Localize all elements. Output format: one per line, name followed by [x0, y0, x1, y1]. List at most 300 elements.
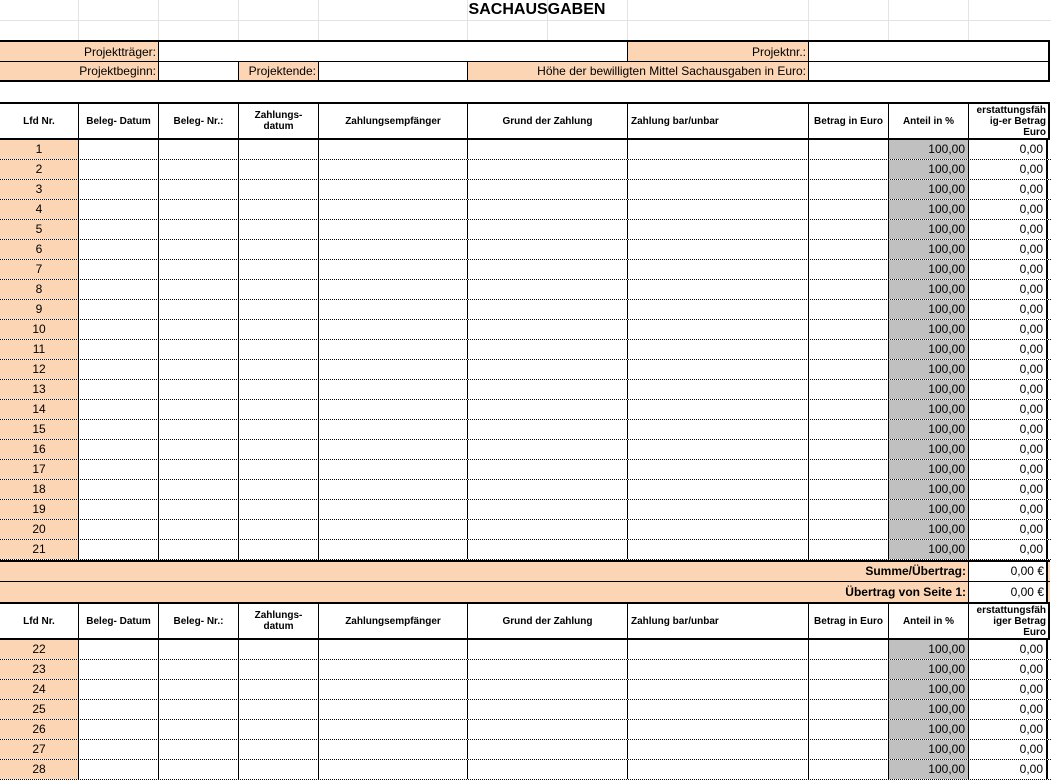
- cell-col-beleg-nr[interactable]: [158, 160, 238, 179]
- table2-header-row: [0, 602, 1050, 640]
- cell-col-zahlungsempfaenger[interactable]: [318, 440, 467, 459]
- cell-col-erstattungsfaehiger-betrag[interactable]: 0,00: [968, 720, 1048, 739]
- cell-col-anteil-in-prozent[interactable]: 100,00: [888, 380, 968, 399]
- cell-col-zahlung-bar-unbar[interactable]: [627, 540, 808, 559]
- cell-col-zahlungsempfaenger[interactable]: [318, 420, 467, 439]
- cell-col-zahlungsempfaenger[interactable]: [318, 220, 467, 239]
- cell-col-anteil-in-prozent[interactable]: 100,00: [888, 480, 968, 499]
- cell-col-anteil-in-prozent[interactable]: 100,00: [888, 540, 968, 559]
- cell-col-zahlungsdatum[interactable]: [238, 440, 318, 459]
- projektnr-field[interactable]: [808, 42, 1048, 62]
- cell-col-grund-der-zahlung[interactable]: [467, 160, 627, 179]
- cell-col-beleg-nr[interactable]: [158, 720, 238, 739]
- cell-col-beleg-datum[interactable]: [78, 440, 158, 459]
- cell-col-grund-der-zahlung[interactable]: [467, 240, 627, 259]
- cell-col-beleg-datum[interactable]: [78, 760, 158, 779]
- cell-col-beleg-datum[interactable]: [78, 400, 158, 419]
- cell-col-zahlungsdatum[interactable]: [238, 340, 318, 359]
- table-row: [0, 180, 1051, 200]
- cell-col-erstattungsfaehiger-betrag[interactable]: 0,00: [968, 180, 1048, 199]
- cell-col-betrag-in-euro[interactable]: [808, 140, 888, 159]
- cell-col-lfd-nr: 7: [0, 260, 78, 279]
- cell-col-zahlung-bar-unbar[interactable]: [627, 260, 808, 279]
- table-row: [0, 200, 1051, 220]
- cell-col-anteil-in-prozent[interactable]: 100,00: [888, 660, 968, 679]
- cell-col-betrag-in-euro[interactable]: [808, 720, 888, 739]
- cell-col-erstattungsfaehiger-betrag[interactable]: 0,00: [968, 300, 1048, 319]
- cell-col-grund-der-zahlung[interactable]: [467, 720, 627, 739]
- cell-col-zahlungsdatum[interactable]: [238, 300, 318, 319]
- cell-col-beleg-nr[interactable]: [158, 360, 238, 379]
- cell-col-erstattungsfaehiger-betrag[interactable]: 0,00: [968, 760, 1048, 779]
- cell-col-beleg-nr[interactable]: [158, 380, 238, 399]
- cell-col-anteil-in-prozent[interactable]: 100,00: [888, 140, 968, 159]
- cell-col-zahlung-bar-unbar[interactable]: [627, 720, 808, 739]
- cell-col-betrag-in-euro[interactable]: [808, 260, 888, 279]
- table1-header-col-anteil-in-prozent: Anteil in %: [888, 104, 968, 138]
- cell-col-anteil-in-prozent[interactable]: 100,00: [888, 400, 968, 419]
- cell-col-zahlung-bar-unbar[interactable]: [627, 360, 808, 379]
- cell-col-beleg-datum[interactable]: [78, 260, 158, 279]
- cell-col-beleg-nr[interactable]: [158, 140, 238, 159]
- cell-col-beleg-nr[interactable]: [158, 340, 238, 359]
- cell-col-anteil-in-prozent[interactable]: 100,00: [888, 160, 968, 179]
- cell-col-grund-der-zahlung[interactable]: [467, 360, 627, 379]
- cell-col-zahlungsdatum[interactable]: [238, 160, 318, 179]
- cell-col-grund-der-zahlung[interactable]: [467, 460, 627, 479]
- cell-col-zahlung-bar-unbar[interactable]: [627, 680, 808, 699]
- summe-label: Summe/Übertrag:: [865, 564, 966, 578]
- cell-col-anteil-in-prozent[interactable]: 100,00: [888, 320, 968, 339]
- cell-col-lfd-nr: 25: [0, 700, 78, 719]
- cell-col-beleg-datum[interactable]: [78, 240, 158, 259]
- projektende-label-text: Projektende:: [248, 64, 316, 78]
- cell-col-anteil-in-prozent[interactable]: 100,00: [888, 760, 968, 779]
- cell-col-zahlungsempfaenger[interactable]: [318, 180, 467, 199]
- table-row: [0, 720, 1051, 740]
- cell-col-zahlung-bar-unbar[interactable]: [627, 500, 808, 519]
- cell-col-beleg-datum[interactable]: [78, 360, 158, 379]
- cell-col-zahlungsempfaenger[interactable]: [318, 760, 467, 779]
- cell-col-grund-der-zahlung[interactable]: [467, 200, 627, 219]
- cell-col-beleg-nr[interactable]: [158, 660, 238, 679]
- cell-col-beleg-datum[interactable]: [78, 220, 158, 239]
- cell-col-beleg-nr[interactable]: [158, 180, 238, 199]
- cell-col-erstattungsfaehiger-betrag[interactable]: 0,00: [968, 380, 1048, 399]
- cell-col-zahlung-bar-unbar[interactable]: [627, 760, 808, 779]
- cell-col-zahlung-bar-unbar[interactable]: [627, 220, 808, 239]
- cell-col-grund-der-zahlung[interactable]: [467, 300, 627, 319]
- cell-col-grund-der-zahlung[interactable]: [467, 500, 627, 519]
- cell-col-beleg-datum[interactable]: [78, 140, 158, 159]
- cell-col-zahlungsdatum[interactable]: [238, 500, 318, 519]
- cell-col-betrag-in-euro[interactable]: [808, 540, 888, 559]
- cell-col-zahlung-bar-unbar[interactable]: [627, 420, 808, 439]
- cell-col-erstattungsfaehiger-betrag[interactable]: 0,00: [968, 420, 1048, 439]
- cell-col-grund-der-zahlung[interactable]: [467, 220, 627, 239]
- cell-col-zahlungsempfaenger[interactable]: [318, 720, 467, 739]
- cell-col-zahlungsdatum[interactable]: [238, 180, 318, 199]
- cell-col-betrag-in-euro[interactable]: [808, 740, 888, 759]
- cell-col-zahlungsempfaenger[interactable]: [318, 260, 467, 279]
- cell-col-zahlungsempfaenger[interactable]: [318, 400, 467, 419]
- cell-col-zahlung-bar-unbar[interactable]: [627, 320, 808, 339]
- cell-col-anteil-in-prozent[interactable]: 100,00: [888, 640, 968, 659]
- cell-col-beleg-datum[interactable]: [78, 540, 158, 559]
- cell-col-anteil-in-prozent[interactable]: 100,00: [888, 360, 968, 379]
- cell-col-erstattungsfaehiger-betrag[interactable]: 0,00: [968, 520, 1048, 539]
- cell-col-betrag-in-euro[interactable]: [808, 220, 888, 239]
- cell-col-beleg-datum[interactable]: [78, 180, 158, 199]
- cell-col-beleg-datum[interactable]: [78, 200, 158, 219]
- cell-col-zahlungsdatum[interactable]: [238, 140, 318, 159]
- cell-col-beleg-datum[interactable]: [78, 700, 158, 719]
- cell-col-zahlungsempfaenger[interactable]: [318, 160, 467, 179]
- cell-col-zahlungsdatum[interactable]: [238, 480, 318, 499]
- table2-header-col-zahlungsempfaenger: Zahlungsempfänger: [318, 604, 467, 638]
- cell-col-zahlungsdatum[interactable]: [238, 200, 318, 219]
- cell-col-anteil-in-prozent[interactable]: 100,00: [888, 260, 968, 279]
- cell-col-anteil-in-prozent[interactable]: 100,00: [888, 700, 968, 719]
- bewilligte-mittel-field[interactable]: [808, 62, 1048, 80]
- cell-col-betrag-in-euro[interactable]: [808, 460, 888, 479]
- cell-col-zahlung-bar-unbar[interactable]: [627, 460, 808, 479]
- cell-col-erstattungsfaehiger-betrag[interactable]: 0,00: [968, 400, 1048, 419]
- cell-col-anteil-in-prozent[interactable]: 100,00: [888, 680, 968, 699]
- cell-col-zahlungsempfaenger[interactable]: [318, 140, 467, 159]
- cell-col-erstattungsfaehiger-betrag[interactable]: 0,00: [968, 540, 1048, 559]
- cell-col-erstattungsfaehiger-betrag[interactable]: 0,00: [968, 320, 1048, 339]
- cell-col-beleg-nr[interactable]: [158, 240, 238, 259]
- cell-col-betrag-in-euro[interactable]: [808, 160, 888, 179]
- cell-col-lfd-nr: 21: [0, 540, 78, 559]
- projektende-field[interactable]: [318, 62, 467, 80]
- cell-col-zahlung-bar-unbar[interactable]: [627, 520, 808, 539]
- cell-col-erstattungsfaehiger-betrag[interactable]: 0,00: [968, 140, 1048, 159]
- cell-col-betrag-in-euro[interactable]: [808, 660, 888, 679]
- cell-col-grund-der-zahlung[interactable]: [467, 680, 627, 699]
- cell-col-beleg-nr[interactable]: [158, 700, 238, 719]
- table-row: [0, 360, 1051, 380]
- table1-header-col-betrag-in-euro: Betrag in Euro: [808, 104, 888, 138]
- cell-col-betrag-in-euro[interactable]: [808, 420, 888, 439]
- cell-col-beleg-datum[interactable]: [78, 280, 158, 299]
- cell-col-beleg-nr[interactable]: [158, 480, 238, 499]
- projekttraeger-field[interactable]: [158, 42, 627, 62]
- projektnr-label: [627, 42, 808, 62]
- table-row: [0, 680, 1051, 700]
- cell-col-anteil-in-prozent[interactable]: 100,00: [888, 500, 968, 519]
- cell-col-lfd-nr: 9: [0, 300, 78, 319]
- table1-header-col-zahlungsempfaenger: Zahlungsempfänger: [318, 104, 467, 138]
- cell-col-zahlungsdatum[interactable]: [238, 520, 318, 539]
- cell-col-beleg-datum[interactable]: [78, 500, 158, 519]
- cell-col-erstattungsfaehiger-betrag[interactable]: 0,00: [968, 480, 1048, 499]
- cell-col-lfd-nr: 20: [0, 520, 78, 539]
- cell-col-zahlungsempfaenger[interactable]: [318, 360, 467, 379]
- cell-col-erstattungsfaehiger-betrag[interactable]: 0,00: [968, 240, 1048, 259]
- cell-col-zahlung-bar-unbar[interactable]: [627, 280, 808, 299]
- cell-col-zahlung-bar-unbar[interactable]: [627, 180, 808, 199]
- cell-col-erstattungsfaehiger-betrag[interactable]: 0,00: [968, 220, 1048, 239]
- cell-col-beleg-datum[interactable]: [78, 420, 158, 439]
- cell-col-zahlungsdatum[interactable]: [238, 420, 318, 439]
- cell-col-beleg-datum[interactable]: [78, 680, 158, 699]
- cell-col-zahlungsempfaenger[interactable]: [318, 480, 467, 499]
- cell-col-zahlungsempfaenger[interactable]: [318, 200, 467, 219]
- cell-col-grund-der-zahlung[interactable]: [467, 760, 627, 779]
- cell-col-erstattungsfaehiger-betrag[interactable]: 0,00: [968, 680, 1048, 699]
- cell-col-grund-der-zahlung[interactable]: [467, 140, 627, 159]
- cell-col-lfd-nr: 11: [0, 340, 78, 359]
- cell-col-betrag-in-euro[interactable]: [808, 700, 888, 719]
- cell-col-anteil-in-prozent[interactable]: 100,00: [888, 720, 968, 739]
- cell-col-zahlungsdatum[interactable]: [238, 720, 318, 739]
- cell-col-grund-der-zahlung[interactable]: [467, 420, 627, 439]
- cell-col-betrag-in-euro[interactable]: [808, 400, 888, 419]
- cell-col-zahlungsdatum[interactable]: [238, 740, 318, 759]
- cell-col-betrag-in-euro[interactable]: [808, 500, 888, 519]
- cell-col-zahlungsempfaenger[interactable]: [318, 500, 467, 519]
- cell-col-zahlung-bar-unbar[interactable]: [627, 240, 808, 259]
- cell-col-erstattungsfaehiger-betrag[interactable]: 0,00: [968, 260, 1048, 279]
- cell-col-zahlungsdatum[interactable]: [238, 240, 318, 259]
- cell-col-zahlungsdatum[interactable]: [238, 680, 318, 699]
- table2-header-col-beleg-nr: Beleg- Nr.:: [158, 604, 238, 638]
- cell-col-lfd-nr: 10: [0, 320, 78, 339]
- cell-col-zahlungsempfaenger[interactable]: [318, 640, 467, 659]
- summe-row: [0, 560, 1050, 582]
- cell-col-zahlung-bar-unbar[interactable]: [627, 200, 808, 219]
- cell-col-beleg-nr[interactable]: [158, 540, 238, 559]
- cell-col-betrag-in-euro[interactable]: [808, 200, 888, 219]
- cell-col-beleg-datum[interactable]: [78, 740, 158, 759]
- projektende-label: [238, 62, 318, 80]
- cell-col-grund-der-zahlung[interactable]: [467, 640, 627, 659]
- cell-col-zahlung-bar-unbar[interactable]: [627, 400, 808, 419]
- cell-col-grund-der-zahlung[interactable]: [467, 480, 627, 499]
- cell-col-zahlungsempfaenger[interactable]: [318, 380, 467, 399]
- cell-col-erstattungsfaehiger-betrag[interactable]: 0,00: [968, 700, 1048, 719]
- cell-col-beleg-datum[interactable]: [78, 720, 158, 739]
- summe-value[interactable]: 0,00 €: [968, 562, 1048, 581]
- cell-col-lfd-nr: 26: [0, 720, 78, 739]
- cell-col-zahlung-bar-unbar[interactable]: [627, 300, 808, 319]
- cell-col-lfd-nr: 3: [0, 180, 78, 199]
- cell-col-betrag-in-euro[interactable]: [808, 440, 888, 459]
- cell-col-anteil-in-prozent[interactable]: 100,00: [888, 740, 968, 759]
- cell-col-zahlungsempfaenger[interactable]: [318, 740, 467, 759]
- cell-col-zahlungsdatum[interactable]: [238, 460, 318, 479]
- cell-col-beleg-datum[interactable]: [78, 480, 158, 499]
- cell-col-zahlung-bar-unbar[interactable]: [627, 640, 808, 659]
- cell-col-zahlungsempfaenger[interactable]: [318, 280, 467, 299]
- cell-col-zahlung-bar-unbar[interactable]: [627, 140, 808, 159]
- cell-col-lfd-nr: 16: [0, 440, 78, 459]
- cell-col-zahlung-bar-unbar[interactable]: [627, 160, 808, 179]
- table-row: [0, 300, 1051, 320]
- cell-col-anteil-in-prozent[interactable]: 100,00: [888, 440, 968, 459]
- cell-col-betrag-in-euro[interactable]: [808, 340, 888, 359]
- cell-col-betrag-in-euro[interactable]: [808, 240, 888, 259]
- cell-col-lfd-nr: 8: [0, 280, 78, 299]
- cell-col-zahlungsdatum[interactable]: [238, 280, 318, 299]
- cell-col-lfd-nr: 24: [0, 680, 78, 699]
- cell-col-grund-der-zahlung[interactable]: [467, 400, 627, 419]
- cell-col-zahlungsempfaenger[interactable]: [318, 680, 467, 699]
- cell-col-zahlungsdatum[interactable]: [238, 380, 318, 399]
- projektnr-label-text: Projektnr.:: [751, 45, 806, 59]
- cell-col-erstattungsfaehiger-betrag[interactable]: 0,00: [968, 360, 1048, 379]
- cell-col-erstattungsfaehiger-betrag[interactable]: 0,00: [968, 500, 1048, 519]
- cell-col-zahlungsempfaenger[interactable]: [318, 460, 467, 479]
- cell-col-erstattungsfaehiger-betrag[interactable]: 0,00: [968, 160, 1048, 179]
- cell-col-zahlungsdatum[interactable]: [238, 360, 318, 379]
- cell-col-beleg-nr[interactable]: [158, 400, 238, 419]
- cell-col-erstattungsfaehiger-betrag[interactable]: 0,00: [968, 640, 1048, 659]
- cell-col-anteil-in-prozent[interactable]: 100,00: [888, 520, 968, 539]
- cell-col-beleg-datum[interactable]: [78, 300, 158, 319]
- cell-col-zahlungsdatum[interactable]: [238, 660, 318, 679]
- cell-col-betrag-in-euro[interactable]: [808, 300, 888, 319]
- cell-col-beleg-nr[interactable]: [158, 300, 238, 319]
- cell-col-anteil-in-prozent[interactable]: 100,00: [888, 240, 968, 259]
- cell-col-grund-der-zahlung[interactable]: [467, 260, 627, 279]
- cell-col-erstattungsfaehiger-betrag[interactable]: 0,00: [968, 440, 1048, 459]
- cell-col-beleg-datum[interactable]: [78, 320, 158, 339]
- cell-col-beleg-datum[interactable]: [78, 660, 158, 679]
- cell-col-zahlungsdatum[interactable]: [238, 220, 318, 239]
- cell-col-beleg-datum[interactable]: [78, 520, 158, 539]
- cell-col-grund-der-zahlung[interactable]: [467, 180, 627, 199]
- cell-col-lfd-nr: 14: [0, 400, 78, 419]
- cell-col-zahlung-bar-unbar[interactable]: [627, 740, 808, 759]
- cell-col-beleg-datum[interactable]: [78, 340, 158, 359]
- cell-col-anteil-in-prozent[interactable]: 100,00: [888, 420, 968, 439]
- cell-col-beleg-datum[interactable]: [78, 160, 158, 179]
- cell-col-betrag-in-euro[interactable]: [808, 180, 888, 199]
- cell-col-zahlung-bar-unbar[interactable]: [627, 480, 808, 499]
- table-row: [0, 540, 1051, 560]
- cell-col-erstattungsfaehiger-betrag[interactable]: 0,00: [968, 200, 1048, 219]
- cell-col-beleg-datum[interactable]: [78, 380, 158, 399]
- cell-col-erstattungsfaehiger-betrag[interactable]: 0,00: [968, 460, 1048, 479]
- cell-col-zahlungsdatum[interactable]: [238, 400, 318, 419]
- cell-col-grund-der-zahlung[interactable]: [467, 280, 627, 299]
- cell-col-zahlung-bar-unbar[interactable]: [627, 380, 808, 399]
- uebertrag-row: [0, 582, 1050, 602]
- cell-col-erstattungsfaehiger-betrag[interactable]: 0,00: [968, 740, 1048, 759]
- cell-col-betrag-in-euro[interactable]: [808, 760, 888, 779]
- cell-col-betrag-in-euro[interactable]: [808, 680, 888, 699]
- cell-col-anteil-in-prozent[interactable]: 100,00: [888, 460, 968, 479]
- table-row: [0, 340, 1051, 360]
- table-row: [0, 480, 1051, 500]
- cell-col-beleg-nr[interactable]: [158, 220, 238, 239]
- cell-col-beleg-nr[interactable]: [158, 740, 238, 759]
- cell-col-anteil-in-prozent[interactable]: 100,00: [888, 220, 968, 239]
- cell-col-lfd-nr: 15: [0, 420, 78, 439]
- cell-col-anteil-in-prozent[interactable]: 100,00: [888, 200, 968, 219]
- cell-col-zahlungsdatum[interactable]: [238, 320, 318, 339]
- cell-col-beleg-datum[interactable]: [78, 640, 158, 659]
- cell-col-beleg-nr[interactable]: [158, 280, 238, 299]
- cell-col-beleg-nr[interactable]: [158, 760, 238, 779]
- cell-col-zahlungsempfaenger[interactable]: [318, 320, 467, 339]
- cell-col-grund-der-zahlung[interactable]: [467, 440, 627, 459]
- cell-col-anteil-in-prozent[interactable]: 100,00: [888, 300, 968, 319]
- cell-col-anteil-in-prozent[interactable]: 100,00: [888, 280, 968, 299]
- uebertrag-value[interactable]: 0,00 €: [968, 582, 1048, 602]
- cell-col-beleg-nr[interactable]: [158, 460, 238, 479]
- cell-col-beleg-nr[interactable]: [158, 680, 238, 699]
- cell-col-grund-der-zahlung[interactable]: [467, 660, 627, 679]
- cell-col-zahlungsempfaenger[interactable]: [318, 660, 467, 679]
- table-row: [0, 400, 1051, 420]
- cell-col-zahlung-bar-unbar[interactable]: [627, 340, 808, 359]
- cell-col-zahlungsempfaenger[interactable]: [318, 300, 467, 319]
- cell-col-grund-der-zahlung[interactable]: [467, 540, 627, 559]
- cell-col-beleg-nr[interactable]: [158, 640, 238, 659]
- cell-col-beleg-nr[interactable]: [158, 520, 238, 539]
- cell-col-betrag-in-euro[interactable]: [808, 360, 888, 379]
- cell-col-anteil-in-prozent[interactable]: 100,00: [888, 180, 968, 199]
- cell-col-zahlungsempfaenger[interactable]: [318, 700, 467, 719]
- cell-col-erstattungsfaehiger-betrag[interactable]: 0,00: [968, 280, 1048, 299]
- cell-col-beleg-nr[interactable]: [158, 440, 238, 459]
- cell-col-beleg-nr[interactable]: [158, 500, 238, 519]
- cell-col-beleg-nr[interactable]: [158, 320, 238, 339]
- cell-col-erstattungsfaehiger-betrag[interactable]: 0,00: [968, 340, 1048, 359]
- cell-col-zahlungsdatum[interactable]: [238, 760, 318, 779]
- cell-col-zahlungsempfaenger[interactable]: [318, 240, 467, 259]
- cell-col-zahlungsempfaenger[interactable]: [318, 520, 467, 539]
- cell-col-grund-der-zahlung[interactable]: [467, 700, 627, 719]
- cell-col-zahlungsdatum[interactable]: [238, 640, 318, 659]
- cell-col-betrag-in-euro[interactable]: [808, 380, 888, 399]
- cell-col-betrag-in-euro[interactable]: [808, 640, 888, 659]
- cell-col-beleg-nr[interactable]: [158, 260, 238, 279]
- projektbeginn-label-text: Projektbeginn:: [79, 64, 156, 78]
- projektbeginn-field[interactable]: [158, 62, 238, 80]
- cell-col-zahlung-bar-unbar[interactable]: [627, 700, 808, 719]
- cell-col-grund-der-zahlung[interactable]: [467, 320, 627, 339]
- cell-col-zahlungsempfaenger[interactable]: [318, 340, 467, 359]
- cell-col-anteil-in-prozent[interactable]: 100,00: [888, 340, 968, 359]
- cell-col-betrag-in-euro[interactable]: [808, 320, 888, 339]
- cell-col-grund-der-zahlung[interactable]: [467, 380, 627, 399]
- cell-col-zahlung-bar-unbar[interactable]: [627, 440, 808, 459]
- cell-col-beleg-nr[interactable]: [158, 200, 238, 219]
- cell-col-betrag-in-euro[interactable]: [808, 520, 888, 539]
- cell-col-zahlungsdatum[interactable]: [238, 260, 318, 279]
- cell-col-grund-der-zahlung[interactable]: [467, 340, 627, 359]
- table-row: [0, 460, 1051, 480]
- cell-col-betrag-in-euro[interactable]: [808, 280, 888, 299]
- table-row: [0, 640, 1051, 660]
- cell-col-zahlungsdatum[interactable]: [238, 700, 318, 719]
- cell-col-grund-der-zahlung[interactable]: [467, 740, 627, 759]
- cell-col-zahlungsempfaenger[interactable]: [318, 540, 467, 559]
- cell-col-lfd-nr: 18: [0, 480, 78, 499]
- cell-col-beleg-datum[interactable]: [78, 460, 158, 479]
- cell-col-zahlungsdatum[interactable]: [238, 540, 318, 559]
- cell-col-betrag-in-euro[interactable]: [808, 480, 888, 499]
- cell-col-beleg-nr[interactable]: [158, 420, 238, 439]
- cell-col-zahlung-bar-unbar[interactable]: [627, 660, 808, 679]
- cell-col-grund-der-zahlung[interactable]: [467, 520, 627, 539]
- cell-col-erstattungsfaehiger-betrag[interactable]: 0,00: [968, 660, 1048, 679]
